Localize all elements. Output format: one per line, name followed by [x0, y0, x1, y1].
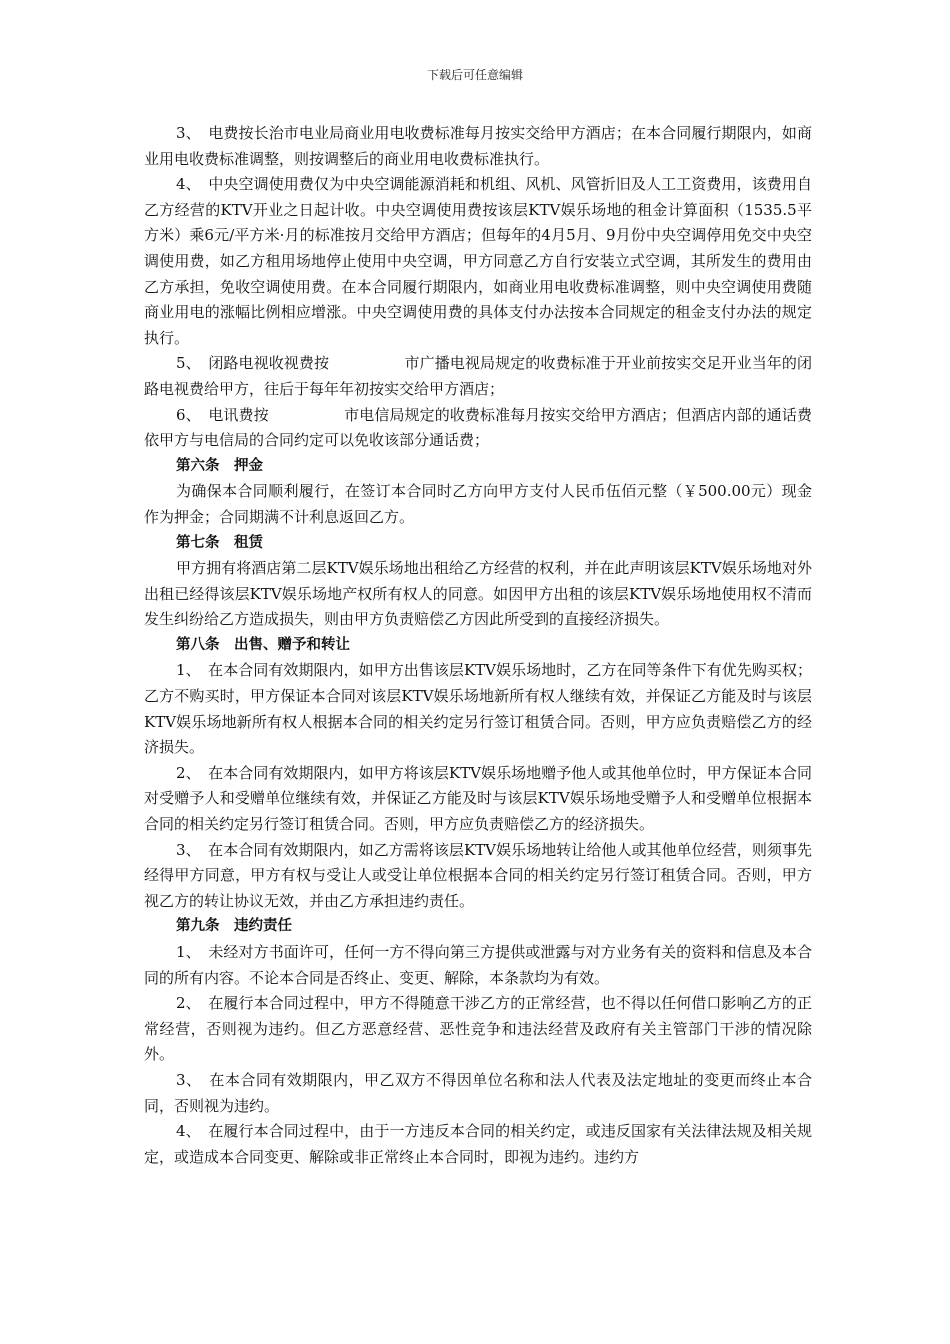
article-8-item-3: 3、 在本合同有效期限内，如乙方需将该层KTV娱乐场地转让给他人或其他单位经营，则须事先经得甲方同意，甲方有权与受让人或受让单位根据本合同的相关约定另行签订租赁合同。否则，甲方视乙方的转让协议无效，并由乙方承担违约责任。 — [144, 840, 812, 910]
article-9-item-3: 3、 在本合同有效期限内，甲乙双方不得因单位名称和法人代表及法定地址的变更而终止本合同，否则视为违约。 — [144, 1070, 812, 1115]
article-7-heading: 第七条 租赁 — [176, 534, 263, 551]
clause-5-item-3: 3、 电费按长治市电业局商业用电收费标准每月按实交给甲方酒店；在本合同履行期限内，如商业用电收费标准调整，则按调整后的商业用电收费标准执行。 — [144, 124, 812, 168]
article-8-item-1: 1、 在本合同有效期限内，如甲方出售该层KTV娱乐场地时，乙方在同等条件下有优先购买权；乙方不购买时，甲方保证本合同对该层KTV娱乐场地新所有权人继续有效，并保证乙方能及时与该层KTV娱乐场地新所有权人根据本合同的相关约定另行签订租赁合同。否则，甲方应负责赔偿乙方的经济损失。 — [144, 661, 812, 757]
article-7-body: 甲方拥有将酒店第二层KTV娱乐场地出租给乙方经营的权利，并在此声明该层KTV娱乐场地对外出租已经得该层KTV娱乐场地产权所有权人的同意。如因甲方出租的该层KTV娱乐场地使用权不清而发生纠纷给乙方造成损失，则由甲方负责赔偿乙方因此所受到的直接经济损失。 — [144, 559, 812, 629]
article-9-item-1: 1、 未经对方书面许可，任何一方不得向第三方提供或泄露与对方业务有关的资料和信息及本合同的所有内容。不论本合同是否终止、变更、解除，本条款均为有效。 — [144, 943, 812, 987]
article-9-item-4: 4、 在履行本合同过程中，由于一方违反本合同的相关约定，或违反国家有关法律法规及相关规定，或造成本合同变更、解除或非正常终止本合同时，即视为违约。违约方 — [144, 1122, 812, 1166]
document-body — [144, 121, 812, 1170]
page-header: 下载后可任意编辑 — [426, 68, 523, 82]
article-6-heading: 第六条 押金 — [176, 457, 263, 474]
clause-5-item-5: 5、 闭路电视收视费按 市广播电视局规定的收费标准于开业前按实交足开业当年的闭路电视费给甲方，往后于每年年初按实交给甲方酒店； — [144, 354, 812, 398]
article-6-body: 为确保本合同顺利履行，在签订本合同时乙方向甲方支付人民币伍佰元整（￥500.00元）现金作为押金；合同期满不计利息返回乙方。 — [144, 482, 812, 526]
article-9-item-2: 2、 在履行本合同过程中，甲方不得随意干涉乙方的正常经营，也不得以任何借口影响乙方的正常经营，否则视为违约。但乙方恶意经营、恶性竞争和违法经营及政府有关主管部门干涉的情况除外。 — [144, 994, 812, 1064]
article-8-item-2: 2、 在本合同有效期限内，如甲方将该层KTV娱乐场地赠予他人或其他单位时，甲方保证本合同对受赠予人和受赠单位继续有效，并保证乙方能及时与该层KTV娱乐场地受赠予人和受赠单位根据本合同的相关约定另行签订租赁合同。否则，甲方应负责赔偿乙方的经济损失。 — [144, 763, 812, 834]
article-8-heading: 第八条 出售、赠予和转让 — [176, 636, 350, 653]
clause-5-item-6: 6、 电讯费按 市电信局规定的收费标准每月按实交给甲方酒店；但酒店内部的通话费依甲方与电信局的合同约定可以免收该部分通话费； — [144, 405, 812, 450]
clause-5-item-4: 4、 中央空调使用费仅为中央空调能源消耗和机组、风机、风管折旧及人工工资费用，该费用自乙方经营的KTV开业之日起计收。中央空调使用费按该层KTV娱乐场地的租金计算面积（1535.5平方米）乘6元/平方米·月的标准按月交给甲方酒店；但每年的4月5月、9月份中央空调停用免交中央空调使用费，如乙方租用场地停止使用中央空调，甲方同意乙方自行安装立式空调，其所发生的费用由乙方承担，免收空调使用费。在本合同履行期限内，如商业用电收费标准调整，则中央空调使用费随商业用电的涨幅比例相应增涨。中央空调使用费的具体支付办法按本合同规定的租金支付办法的规定执行。 — [144, 175, 812, 347]
article-9-heading: 第九条 违约责任 — [176, 918, 292, 935]
